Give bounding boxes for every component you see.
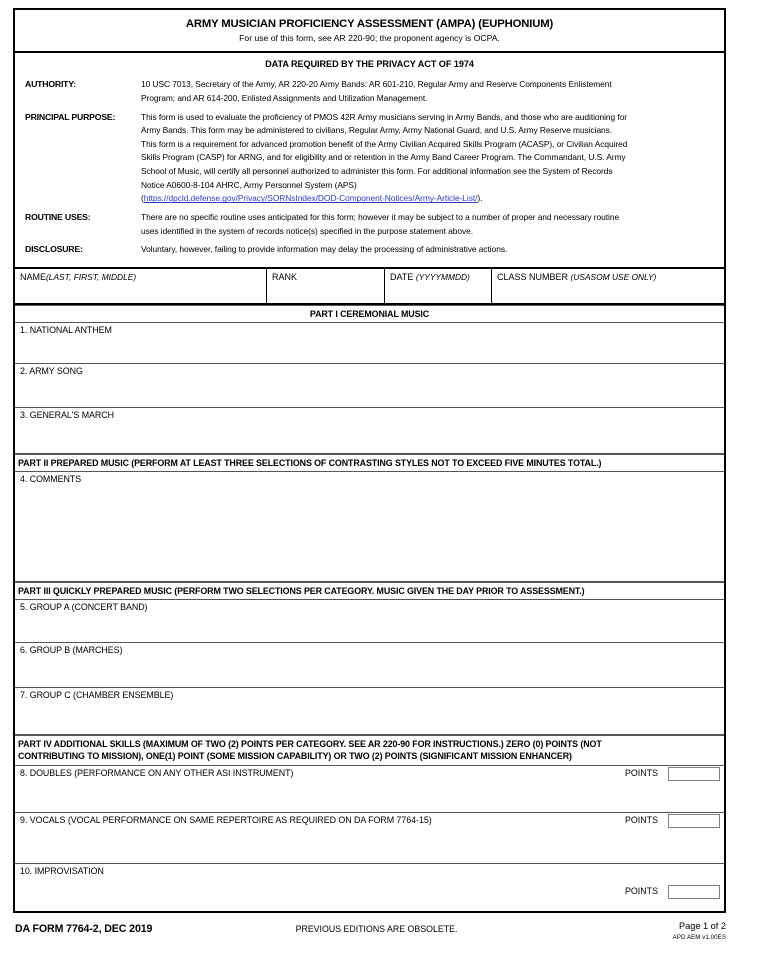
- form-header: [15, 10, 724, 53]
- principal-purpose-line: This form is a requirement for advanced promotion benefit of the Army Civilian Acquired Skills Program (ACASP), or Civilian Acquired: [141, 138, 628, 149]
- routine-uses-line: There are no specific routine uses anticipated for this form; however it may be subject to a number of proper and necessary routine: [141, 211, 620, 222]
- principal-purpose-text: [141, 111, 714, 206]
- sorn-url-line: [141, 192, 714, 206]
- item-label: 8. DOUBLES (PERFORMANCE ON ANY OTHER ASI INSTRUMENT): [20, 767, 294, 778]
- disclosure-label: DISCLOSURE:: [25, 244, 83, 255]
- item-army-song[interactable]: [15, 364, 724, 408]
- authority-line: 10 USC 7013, Secretary of the Army, AR 220-20 Army Bands: AR 601-210, Regular Army and Reserve Components Enlistement: [141, 79, 612, 90]
- item-label: 7. GROUP C (CHAMBER ENSEMBLE): [20, 689, 174, 700]
- obsolete-note: PREVIOUS EDITIONS ARE OBSOLETE.: [295, 923, 458, 934]
- item-group-c[interactable]: [15, 688, 724, 735]
- points-label: POINTS: [624, 885, 658, 896]
- class-number-field[interactable]: [492, 269, 724, 303]
- principal-purpose-line: School of Music, will certify all personnel authorized to administer this form. For additional information see the System of Records: [141, 166, 613, 177]
- form-title: ARMY MUSICIAN PROFICIENCY ASSESSMENT (AMPA) (EUPHONIUM): [185, 18, 554, 30]
- routine-uses-line: uses identified in the system of records notice(s) specified in the purpose statement above.: [141, 225, 473, 236]
- item-national-anthem[interactable]: [15, 323, 724, 364]
- item-group-b[interactable]: [15, 643, 724, 688]
- form-subtitle: For use of this form, see AR 220-90; the proponent agency is OCPA.: [239, 33, 500, 44]
- principal-purpose-line: This form is used to evaluate the proficiency of PMOS 42R Army musicians serving in Army Bands, and those who are auditioning for: [141, 111, 628, 122]
- rank-label: RANK: [272, 271, 298, 282]
- item-label: 3. GENERAL'S MARCH: [20, 409, 115, 420]
- footer-right-block: [673, 921, 726, 942]
- authority-line: Program; and AR 614-200, Enlisted Assignments and Utilization Management.: [141, 93, 428, 104]
- item-vocals[interactable]: [15, 813, 724, 864]
- routine-uses-text: [141, 211, 714, 238]
- page-number: Page 1 of 2: [679, 920, 726, 931]
- url-open-paren: (: [141, 193, 144, 204]
- privacy-act-heading: DATA REQUIRED BY THE PRIVACY ACT OF 1974: [265, 59, 474, 70]
- item-label: 4. COMMENTS: [20, 473, 82, 484]
- item-group-a[interactable]: [15, 600, 724, 643]
- routine-uses-row: [25, 211, 714, 238]
- principal-purpose-row: [25, 111, 714, 206]
- routine-uses-label: ROUTINE USES:: [25, 211, 91, 222]
- points-input-improvisation[interactable]: [668, 885, 720, 899]
- identity-row: [15, 269, 724, 305]
- points-input-doubles[interactable]: [668, 767, 720, 781]
- item-doubles[interactable]: [15, 766, 724, 813]
- principal-purpose-label: PRINCIPAL PURPOSE:: [25, 111, 116, 122]
- part4-banner-line2: CONTRIBUTING TO MISSION), ONE(1) POINT (SOME MISSION CAPABILITY) OR TWO (2) POINTS (SIGNIFICANT MISSION ENHANCER): [18, 750, 572, 761]
- name-hint: (LAST, FIRST, MIDDLE): [46, 271, 137, 282]
- disclosure-text: [141, 243, 714, 257]
- item-label: 1. NATIONAL ANTHEM: [20, 324, 112, 335]
- form-outer-frame: [13, 8, 726, 913]
- class-number-hint: (USASOM USE ONLY): [570, 271, 657, 282]
- disclosure-row: [25, 243, 714, 257]
- authority-label: AUTHORITY:: [25, 79, 76, 90]
- sorn-url-link[interactable]: https://dpcld.defense.gov/Privacy/SORNsIndex/DOD-Component-Notices/Army-Article-List/: [143, 193, 478, 204]
- principal-purpose-line: Skills Program (CASP) for ARNG, and for eligibility and or retention in the Army Band Career Program. The Commandant, U.S. Army: [141, 152, 626, 163]
- item-improvisation[interactable]: [15, 864, 724, 911]
- item-comments[interactable]: [15, 472, 724, 582]
- form-id: DA FORM 7764-2, DEC 2019: [15, 922, 153, 935]
- item-label: 5. GROUP A (CONCERT BAND): [20, 601, 148, 612]
- item-generals-march[interactable]: [15, 408, 724, 454]
- name-field[interactable]: [15, 269, 267, 303]
- apd-version: APD AEM v1.00ES: [672, 934, 726, 942]
- points-label: POINTS: [624, 814, 658, 825]
- part4-banner-line1: PART IV ADDITIONAL SKILLS (MAXIMUM OF TWO (2) POINTS PER CATEGORY. SEE AR 220-90 FOR INSTRUCTIONS.) ZERO (0) POINTS (NOT: [18, 738, 602, 749]
- item-label: 6. GROUP B (MARCHES): [20, 644, 123, 655]
- class-number-label: CLASS NUMBER: [497, 271, 569, 282]
- item-label: 10. IMPROVISATION: [20, 865, 104, 876]
- date-field[interactable]: [385, 269, 492, 303]
- authority-row: [25, 78, 714, 105]
- part1-banner: PART I CEREMONIAL MUSIC: [15, 305, 724, 323]
- date-hint: (YYYYMMDD): [415, 271, 470, 282]
- points-label: POINTS: [624, 767, 658, 778]
- form-footer: [13, 919, 726, 953]
- principal-purpose-line: Notice A0600-8-104 AHRC, Army Personnel System (APS): [141, 179, 357, 190]
- part2-banner: PART II PREPARED MUSIC (PERFORM AT LEAST THREE SELECTIONS OF CONTRASTING STYLES NOT TO EXCEED FIVE MINUTES TOTAL.): [15, 454, 724, 472]
- privacy-act-section: [15, 53, 724, 268]
- authority-text: [141, 78, 714, 105]
- points-input-vocals[interactable]: [668, 814, 720, 828]
- item-label: 9. VOCALS (VOCAL PERFORMANCE ON SAME REPERTOIRE AS REQUIRED ON DA FORM 7764-15): [20, 814, 432, 825]
- principal-purpose-line: Army Bands. This form may be administered to civilians, Regular Army, Army National Guard, and U.S. Army Reserve musicians.: [141, 125, 613, 136]
- rank-field[interactable]: [267, 269, 385, 303]
- part4-banner: [15, 735, 724, 766]
- url-close-paren: ).: [477, 193, 483, 204]
- date-label: DATE: [390, 271, 414, 282]
- name-label: NAME: [20, 271, 47, 282]
- part3-banner: PART III QUICKLY PREPARED MUSIC (PERFORM TWO SELECTIONS PER CATEGORY. MUSIC GIVEN THE DAY PRIOR TO ASSESSMENT.): [15, 582, 724, 600]
- item-label: 2. ARMY SONG: [20, 365, 83, 376]
- disclosure-line: Voluntary, however, failing to provide information may delay the processing of administrative actions.: [141, 244, 508, 255]
